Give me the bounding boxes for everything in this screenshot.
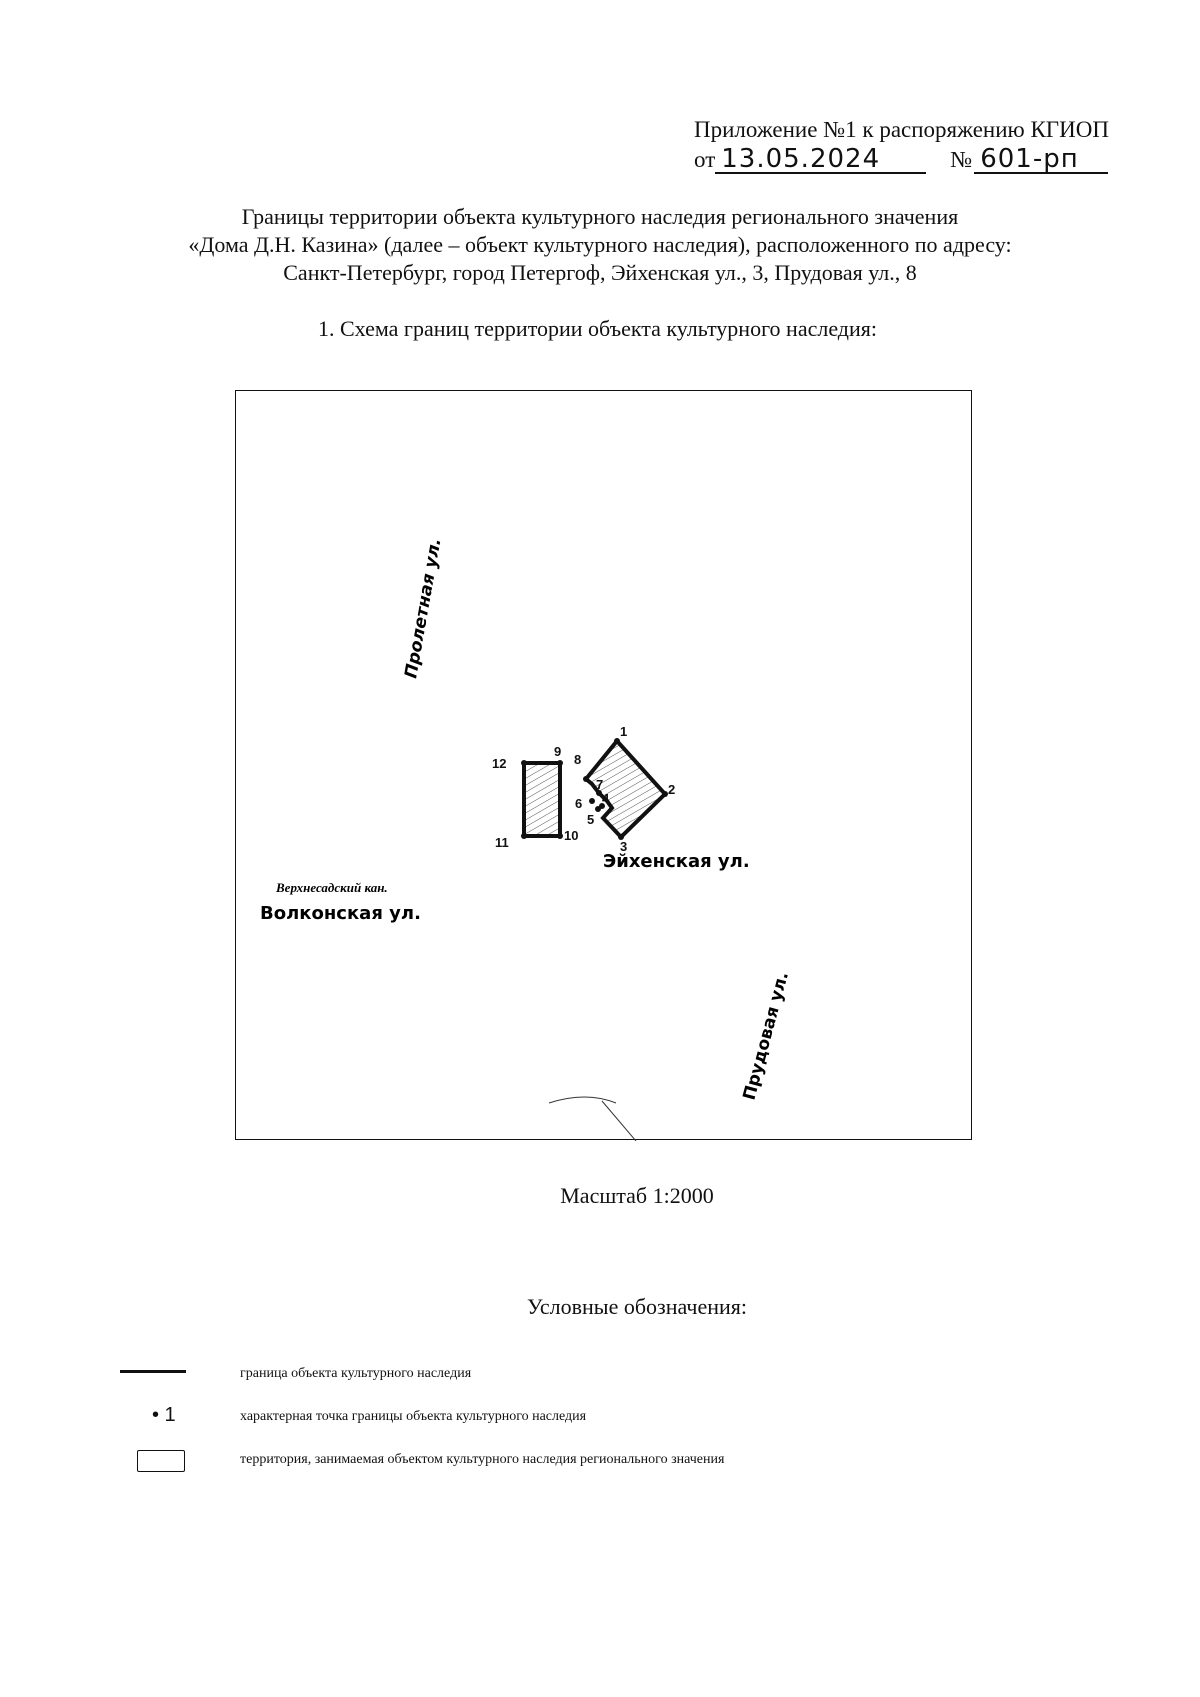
title-line-2: «Дома Д.Н. Казина» (далее – объект культурного наследия), расположенного по адресу: (188, 232, 1012, 257)
map-drawing (236, 391, 973, 1141)
boundary-point-marker (557, 833, 563, 839)
legend-symbol-territory (137, 1450, 185, 1472)
street-label-volkonskaya: Волконская ул. (260, 903, 421, 924)
appendix-reference (694, 116, 1109, 174)
title-line-3: Санкт-Петербург, город Петергоф, Эйхенская ул., 3, Прудовая ул., 8 (283, 260, 917, 285)
point-label-4: 4 (602, 791, 610, 806)
decree-number: 601-рп (974, 146, 1108, 174)
point-label-12: 12 (492, 756, 507, 771)
number-prefix: № (950, 147, 973, 172)
title-line-1: Границы территории объекта культурного наследия регионального значения (241, 204, 959, 229)
map-diagonal-line (602, 1101, 636, 1141)
section-heading: 1. Схема границ территории объекта культурного наследия: (318, 316, 878, 341)
street-label-verkhnesadsky: Верхнесадский кан. (276, 880, 388, 895)
boundary-point-marker (557, 760, 563, 766)
document-title (0, 203, 1200, 287)
point-label-5: 5 (587, 812, 595, 827)
point-label-3: 3 (620, 839, 628, 854)
decree-date: 13.05.2024 (715, 146, 926, 174)
legend-text-point: характерная точка границы объекта культурного наследия (240, 1409, 587, 1424)
appendix-line: Приложение №1 к распоряжению КГИОП (694, 117, 1109, 142)
boundary-point-marker (521, 833, 527, 839)
legend-symbol-boundary-line (120, 1370, 186, 1373)
decree-date-number (694, 146, 1109, 174)
street-label-prudovaya: Прудовая ул. (739, 969, 793, 1103)
street-label-proletnaya: Пролетная ул. (401, 536, 446, 680)
date-prefix: от (694, 147, 716, 172)
legend-text-boundary: граница объекта культурного наследия (240, 1366, 472, 1381)
map-arc-line (549, 1097, 616, 1103)
point-label-11: 11 (495, 835, 509, 850)
point-label-7: 7 (596, 777, 604, 792)
point-label-10: 10 (564, 828, 579, 843)
boundary-point-marker (589, 798, 595, 804)
legend-symbol-point: • 1 (152, 1404, 176, 1426)
street-label-eikhenskaya: Эйхенская ул. (603, 851, 750, 872)
point-label-2: 2 (668, 782, 676, 797)
boundary-scheme-map (235, 390, 972, 1140)
point-label-1: 1 (620, 724, 628, 739)
map-scale: Масштаб 1:2000 (560, 1183, 714, 1208)
boundary-point-marker (521, 760, 527, 766)
boundary-point-marker (583, 776, 589, 782)
territory-polygon-west (524, 763, 560, 836)
point-label-8: 8 (574, 752, 582, 767)
legend-text-territory: территория, занимаемая объектом культурного наследия регионального значения (240, 1452, 725, 1467)
boundary-point-marker (595, 806, 601, 812)
legend-title: Условные обозначения: (526, 1294, 748, 1319)
point-label-6: 6 (575, 796, 583, 811)
point-label-9: 9 (554, 744, 562, 759)
